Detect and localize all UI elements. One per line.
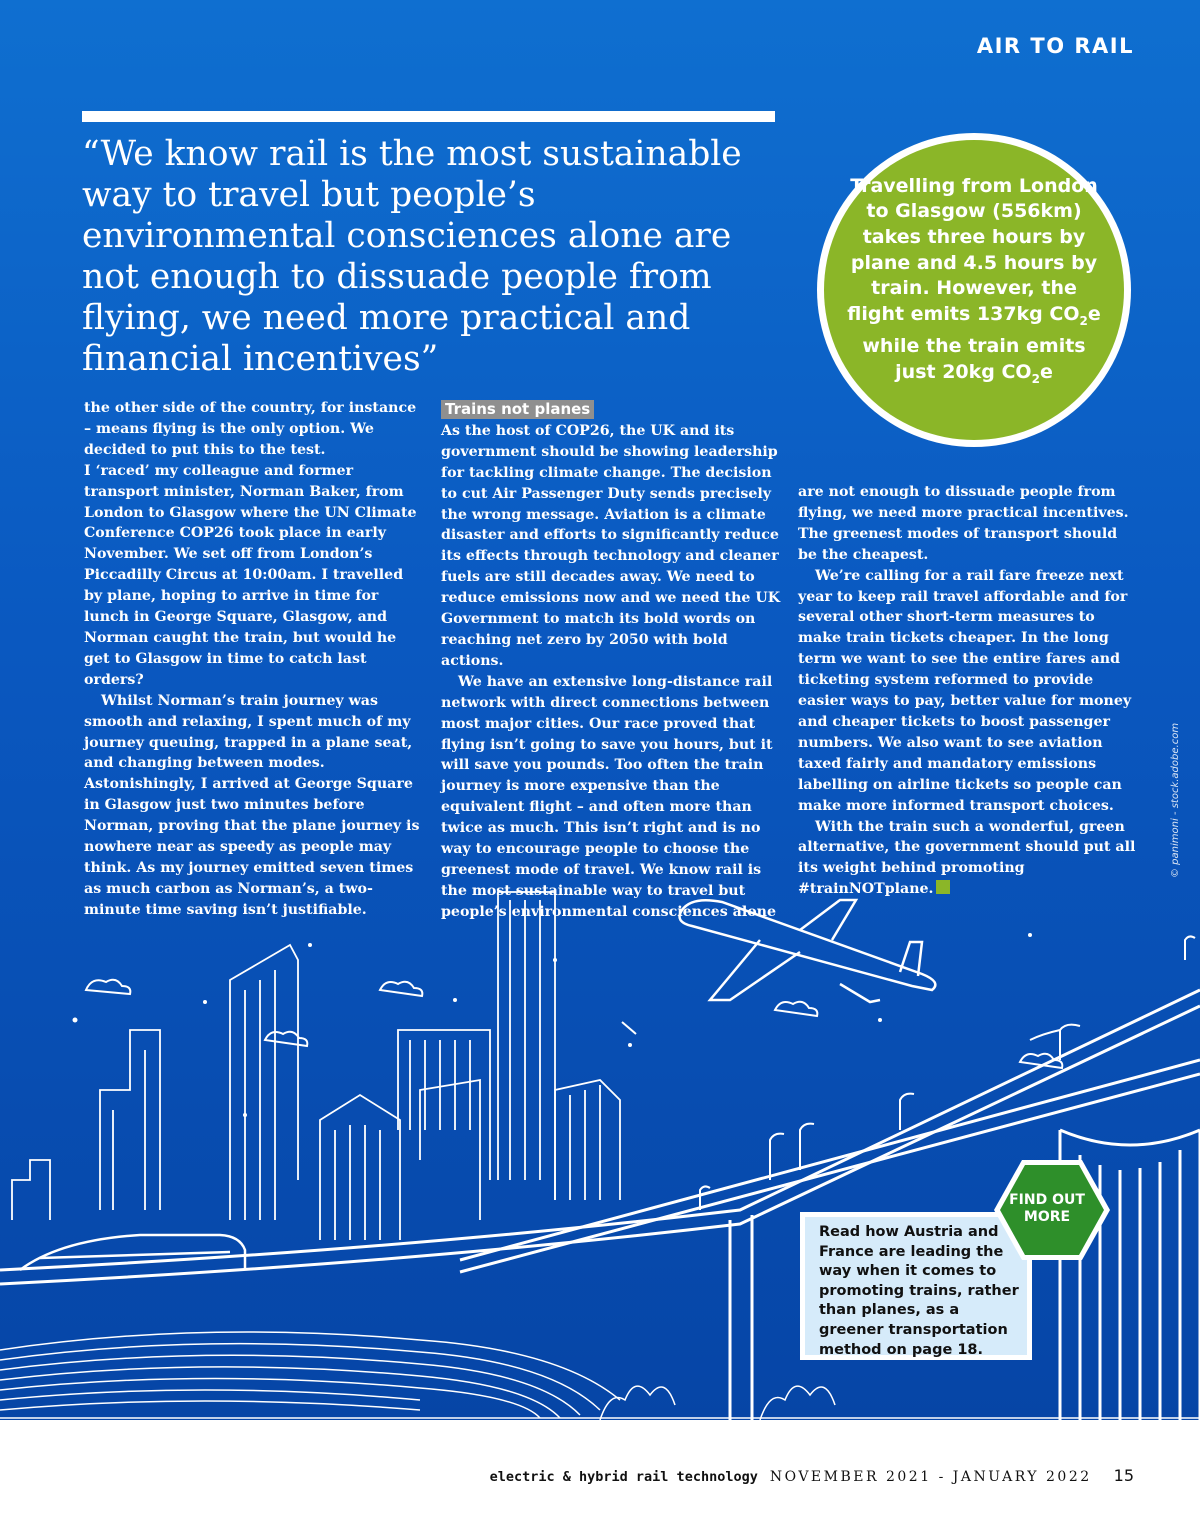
stat-callout-part-3: e (1039, 360, 1053, 383)
stat-callout-text (843, 174, 1105, 392)
issue-date: NOVEMBER 2021 - JANUARY 2022 (769, 1469, 1092, 1485)
page-number: 15 (1113, 1466, 1134, 1485)
stat-callout-part-1: Travelling from London to Glasgow (556km) takes three hours by plane and 4.5 hours by train. However, the flight emits 137kg CO (847, 174, 1098, 325)
publication-name: electric & hybrid rail technology (489, 1469, 758, 1485)
train-drawing (20, 1235, 245, 1270)
page-footer (490, 1466, 1134, 1485)
paragraph: Whilst Norman’s train journey was smooth and relaxing, I spent much of my journey queuing, trapped in a plane seat, and changing between modes. Astonishingly, I arrived at George Square in Glasgow just two minutes before Norman, proving that the plane journey is nowhere near as speedy as people may think. As my journey emitted seven times as much carbon as Norman’s, a two-minute time saving isn’t justifiable. (84, 692, 420, 918)
paragraph: We’re calling for a rail fare freeze next year to keep rail travel affordable and for several other short-term measures to make train tickets cheaper. In the long term we want to see the entire fares and ticketing system reformed to provide easier ways to pay, better value for money and cheaper tickets to boost passenger numbers. We also want to see aviation taxed fairly and mandatory emissions labelling on airline tickets so people can make more informed transport choices. (798, 567, 1132, 814)
co2-subscript-1: 2 (1079, 313, 1088, 328)
cloud (265, 1032, 307, 1046)
paragraph: We have an extensive long-distance rail network with direct connections between most major cities. Our race proved that flying isn’t going to save you hours, but it will save you pounds. Too often the train journey is more expensive than the equivalent flight – and often more than twice as much. This isn’t right and is no way to encourage people to choose the greenest mode of travel. We know rail is the most sustainable way to travel but people’s environmental consciences alone (441, 673, 777, 920)
paragraph: the other side of the country, for instance – means flying is the only option. We decided to put this to the test. (84, 400, 417, 458)
section-label: AIR TO RAIL (976, 34, 1134, 58)
article-column-2 (441, 398, 781, 923)
paragraph: are not enough to dissuade people from flying, we need more practical incentives. The greenest modes of transport should be the cheapest. (798, 484, 1129, 563)
stat-callout-circle (817, 133, 1131, 447)
street-lamps (700, 936, 1195, 1210)
find-out-more-text: Read how Austria and France are leading the way when it comes to promoting trains, rather than planes, as a greener transportation method on page 18. (819, 1224, 1019, 1358)
closing-text: With the train such a wonderful, green alternative, the government should put all its weight behind promoting #trainNOTplane. (798, 818, 1136, 898)
quote-rule (82, 111, 775, 122)
pull-quote: “We know rail is the most sustainable way to travel but people’s environmental consciences alone are not enough to dissuade people from flying, we need more practical and financial incentives” (82, 134, 742, 379)
find-out-more-badge[interactable]: FIND OUT MORE (1009, 1192, 1085, 1225)
stat-callout-fill (824, 140, 1124, 440)
cloud (775, 1002, 817, 1016)
stat-callout-part-2: e while the train emits just 20kg CO (862, 302, 1101, 383)
paragraph: I ‘raced’ my colleague and former transport minister, Norman Baker, from London to Glasgow where the UN Climate Conference COP26 took place in early November. We set off from London’s Piccadilly Circus at 10:00am. I travelled by plane, hoping to arrive in time for lunch in George Square, Glasgow, and Norman caught the train, but would he get to Glasgow in time to catch last orders? (84, 462, 417, 688)
cloud (380, 982, 422, 996)
buildings (12, 892, 620, 1240)
image-credit: © panimoni - stock.adobe.com (1170, 722, 1181, 878)
paragraph: As the host of COP26, the UK and its government should be showing leadership for tackling climate change. The decision to cut Air Passenger Duty sends precisely the wrong message. Aviation is a climate disaster and efforts to significantly reduce its effects through technology and cleaner fuels are still decades away. We need to reduce emissions now and we need the UK Government to match its bold words on reaching net zero by 2050 with bold actions. (441, 422, 781, 669)
article-column-3 (798, 482, 1138, 900)
subheading: Trains not planes (441, 400, 594, 419)
airplane-drawing (680, 900, 936, 1002)
cloud (86, 980, 130, 994)
article-column-1 (84, 398, 424, 921)
co2-subscript-2: 2 (1031, 371, 1040, 386)
